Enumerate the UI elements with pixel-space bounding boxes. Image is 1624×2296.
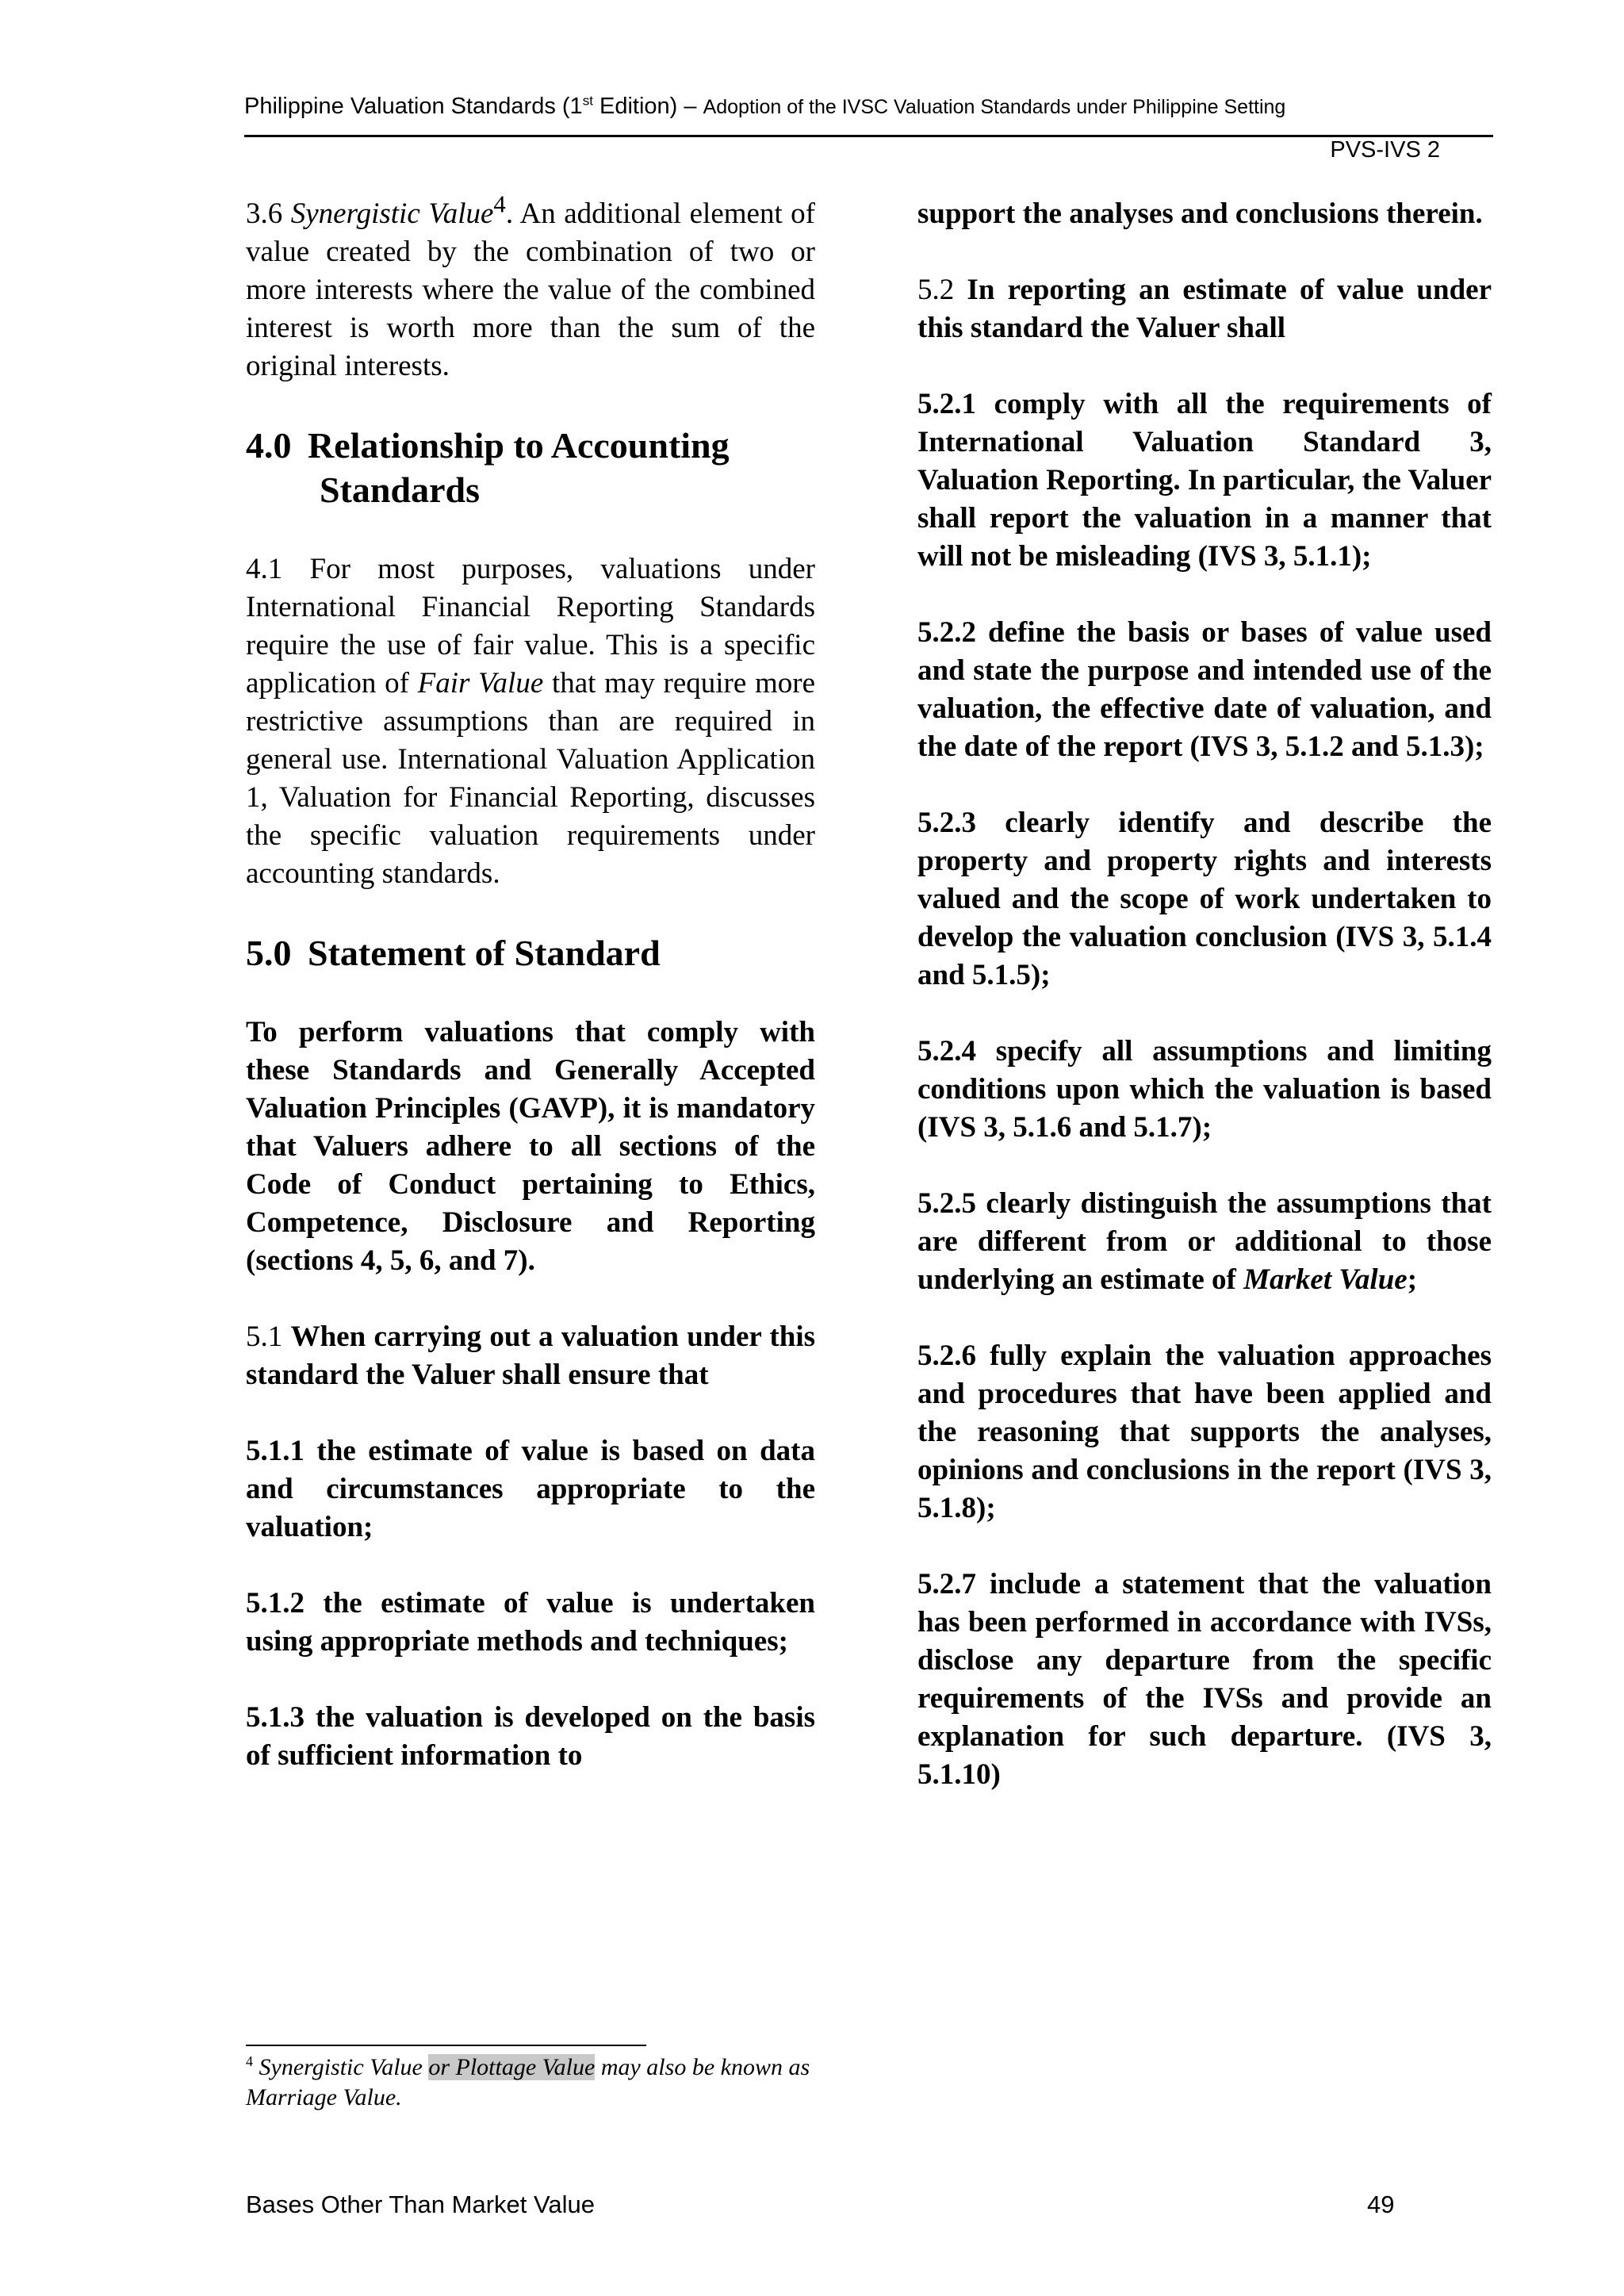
footnote-ref-4: 4 xyxy=(493,190,506,218)
h4-line2: Standards xyxy=(320,470,480,510)
header-title-small: Adoption of the IVSC Valuation Standards under Philippine Setting xyxy=(703,96,1286,118)
p36-text: . An additional element of value created by the combination of two or more interests where the value of the combined interest is worth more than the sum of the original interests. xyxy=(246,197,816,382)
paragraph-5-2 xyxy=(917,271,1492,347)
p525-text-a: 5.2.5 clearly distinguish the assumptions that are different from or additional to those underlying an estimate of xyxy=(917,1187,1492,1296)
p525-term: Market Value xyxy=(1243,1263,1408,1296)
p36-num: 3.6 xyxy=(246,197,283,230)
h4-line1: Relationship to Accounting xyxy=(308,425,730,466)
header-title-sup: st xyxy=(582,93,593,109)
p36-term: Synergistic Value xyxy=(290,197,494,230)
footnote-text-a: Synergistic Value xyxy=(253,2054,429,2080)
paragraph-5-1-3: 5.1.3 the valuation is developed on the basis of sufficient information to xyxy=(246,1701,815,1772)
footnote-highlight: or Plottage Value xyxy=(428,2054,596,2080)
paragraph-3-6 xyxy=(246,190,816,385)
paragraph-5-2-6: 5.2.6 fully explain the valuation approaches and procedures that have been applied and the reasoning that supports the analyses, opinions and conclusions in the report (IVS 3, 5.1.8); xyxy=(917,1340,1492,1524)
p41-term: Fair Value xyxy=(417,667,544,700)
right-column xyxy=(917,195,1492,1832)
paragraph-5-2-7: 5.2.7 include a statement that the valuation has been performed in accordance with IVSs, disclose any departure from the specific requirements of the IVSs and provide an explanation for such departure. (IVS 3, 5.1.10) xyxy=(917,1568,1492,1791)
footnote-text-b: may also be known as Marriage Value. xyxy=(246,2054,810,2110)
h4-num: 4.0 xyxy=(246,425,292,466)
paragraph-5-2-1: 5.2.1 comply with all the requirements of International Valuation Standard 3, Valuation Reporting. In particular, the Valuer shall report the valuation in a manner that will not be misleading (IVS 3, 5.1.1); xyxy=(917,388,1492,573)
footer-title: Bases Other Than Market Value xyxy=(246,2191,595,2218)
page-number: 49 xyxy=(1367,2191,1395,2218)
section-ref: PVS-IVS 2 xyxy=(1330,137,1440,163)
p52-text: In reporting an estimate of value under this standard the Valuer shall xyxy=(917,274,1492,344)
heading-4-0 xyxy=(246,424,815,512)
p51-text: When carrying out a valuation under this standard the Valuer shall ensure that xyxy=(246,1320,816,1391)
footnote-4 xyxy=(246,2053,817,2113)
paragraph-4-1 xyxy=(246,550,815,893)
paragraph-5-2-4: 5.2.4 specify all assumptions and limiting conditions upon which the valuation is based (IVS 3, 5.1.6 and 5.1.7); xyxy=(917,1035,1492,1144)
h5-title: Statement of Standard xyxy=(308,933,661,973)
paragraph-5-1-3-continued: support the analyses and conclusions therein. xyxy=(917,197,1483,230)
page-header xyxy=(244,94,1493,137)
paragraph-5-2-2: 5.2.2 define the basis or bases of value used and state the purpose and intended use of the valuation, the effective date of valuation, and the date of the report (IVS 3, 5.1.2 and 5.1.3); xyxy=(917,616,1492,763)
p51-num: 5.1 xyxy=(246,1320,283,1353)
paragraph-5-1 xyxy=(246,1318,815,1394)
p52-num: 5.2 xyxy=(917,274,955,306)
header-title-part1: Philippine Valuation Standards (1 xyxy=(244,94,583,119)
left-column xyxy=(246,190,816,1813)
h5-num: 5.0 xyxy=(246,933,292,973)
paragraph-5-1-1: 5.1.1 the estimate of value is based on data and circumstances appropriate to the valuation; xyxy=(246,1435,815,1543)
footnote-number: 4 xyxy=(246,2053,253,2069)
paragraph-5-2-5 xyxy=(917,1185,1492,1299)
p41-text-b: that may require more restrictive assumptions than are required in general use. International Valuation Application 1, Valuation for Financial Reporting, discusses the specific valuation requirements under accounting standards. xyxy=(246,667,815,890)
p41-num: 4.1 xyxy=(246,553,283,585)
header-title xyxy=(244,94,1493,120)
p525-text-b: ; xyxy=(1407,1263,1418,1296)
p41-text-a: For most purposes, valuations under International Financial Reporting Standards require the use of fair value. This is a specific application of xyxy=(246,553,816,700)
paragraph-5-2-3: 5.2.3 clearly identify and describe the property and property rights and interests valued and the scope of work undertaken to develop the valuation conclusion (IVS 3, 5.1.4 and 5.1.5); xyxy=(917,807,1492,991)
paragraph-5-1-2: 5.1.2 the estimate of value is undertaken using appropriate methods and techniques; xyxy=(246,1587,815,1658)
paragraph-5-0: To perform valuations that comply with these Standards and Generally Accepted Valuation Principles (GAVP), it is mandatory that Valuers adhere to all sections of the Code of Conduct pertaining to Ethics, Competence, Disclosure and Reporting (sections 4, 5, 6, and 7). xyxy=(246,1016,815,1277)
header-title-part2: Edition) – xyxy=(592,94,703,119)
heading-5-0 xyxy=(246,931,815,976)
footnote-divider xyxy=(246,2045,646,2046)
